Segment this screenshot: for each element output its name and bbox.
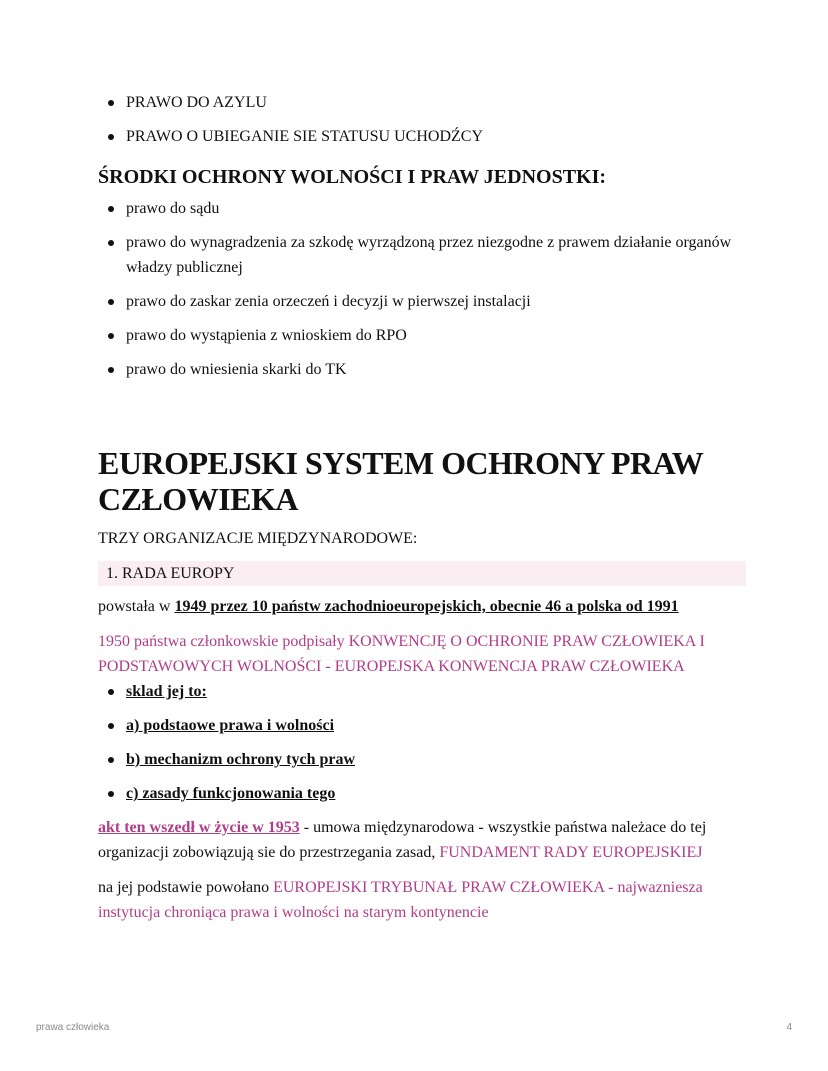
list-item: prawo do sądu <box>98 196 738 221</box>
convention-paragraph: 1950 państwa członkowskie podpisały KONWENCJĘ O OCHRONIE PRAW CZŁOWIEKA I PODSTAWOWYCH WOLNOŚCI - EUROPEJSKA KONWENCJA PRAW CZŁOWIEKA <box>98 633 705 675</box>
entry-force-highlight: akt ten wszedł w życie w 1953 <box>98 819 300 836</box>
tribunal-pink: EUROPEJSKI TRYBUNAŁ PRAW CZŁOWIEKA - najwazniesza instytucja chroniąca prawa i wolności na starym kontynencie <box>98 879 703 921</box>
ordered-item-number: 1. <box>106 565 118 582</box>
orgs-intro: TRZY ORGANIZACJE MIĘDZYNARODOWE: <box>98 530 418 547</box>
tribunal-prefix: na jej podstawie powołano <box>98 879 274 896</box>
list-item: PRAWO DO AZYLU <box>98 90 738 115</box>
composition-list <box>98 679 738 806</box>
founded-prefix: powstała w <box>98 598 175 615</box>
list-item: c) zasady funkcjonowania tego <box>98 781 738 806</box>
list-item: prawo do wynagradzenia za szkodę wyrządzoną przez niezgodne z prawem działanie organów władzy publicznej <box>98 230 738 280</box>
list-item: sklad jej to: <box>98 679 738 704</box>
list-item: a) podstaowe prawa i wolności <box>98 713 738 738</box>
page-number: 4 <box>786 1022 792 1033</box>
asylum-list <box>98 90 738 149</box>
ordered-item-label: RADA EUROPY <box>122 565 235 582</box>
tribunal-paragraph <box>98 875 738 925</box>
entry-force-pink: FUNDAMENT RADY EUROPEJSKIEJ <box>439 844 703 861</box>
means-heading: ŚRODKI OCHRONY WOLNOŚCI I PRAW JEDNOSTKI: <box>98 166 607 188</box>
entry-force-paragraph <box>98 815 738 865</box>
ordered-list-item <box>98 561 746 586</box>
list-item: prawo do wniesienia skarki do TK <box>98 357 738 382</box>
entry-force-text: - umowa międzynarodowa - wszystkie państwa należace do tej organizacji zobowiązują sie do przestrzegania zasad, <box>98 819 707 861</box>
list-item: prawo do zaskar zenia orzeczeń i decyzji w pierwszej instalacji <box>98 289 738 314</box>
list-item: prawo do wystąpienia z wnioskiem do RPO <box>98 323 738 348</box>
list-item: b) mechanizm ochrony tych praw <box>98 747 738 772</box>
document-page <box>98 90 738 925</box>
list-item: PRAWO O UBIEGANIE SIE STATUSU UCHODŹCY <box>98 124 738 149</box>
section-title: EUROPEJSKI SYSTEM OCHRONY PRAW CZŁOWIEKA <box>98 445 703 517</box>
founded-paragraph <box>98 594 738 619</box>
means-list <box>98 196 738 382</box>
footer-title: prawa człowieka <box>36 1022 110 1033</box>
founded-highlight: 1949 przez 10 państw zachodnioeuropejskich, obecnie 46 a polska od 1991 <box>174 598 679 615</box>
